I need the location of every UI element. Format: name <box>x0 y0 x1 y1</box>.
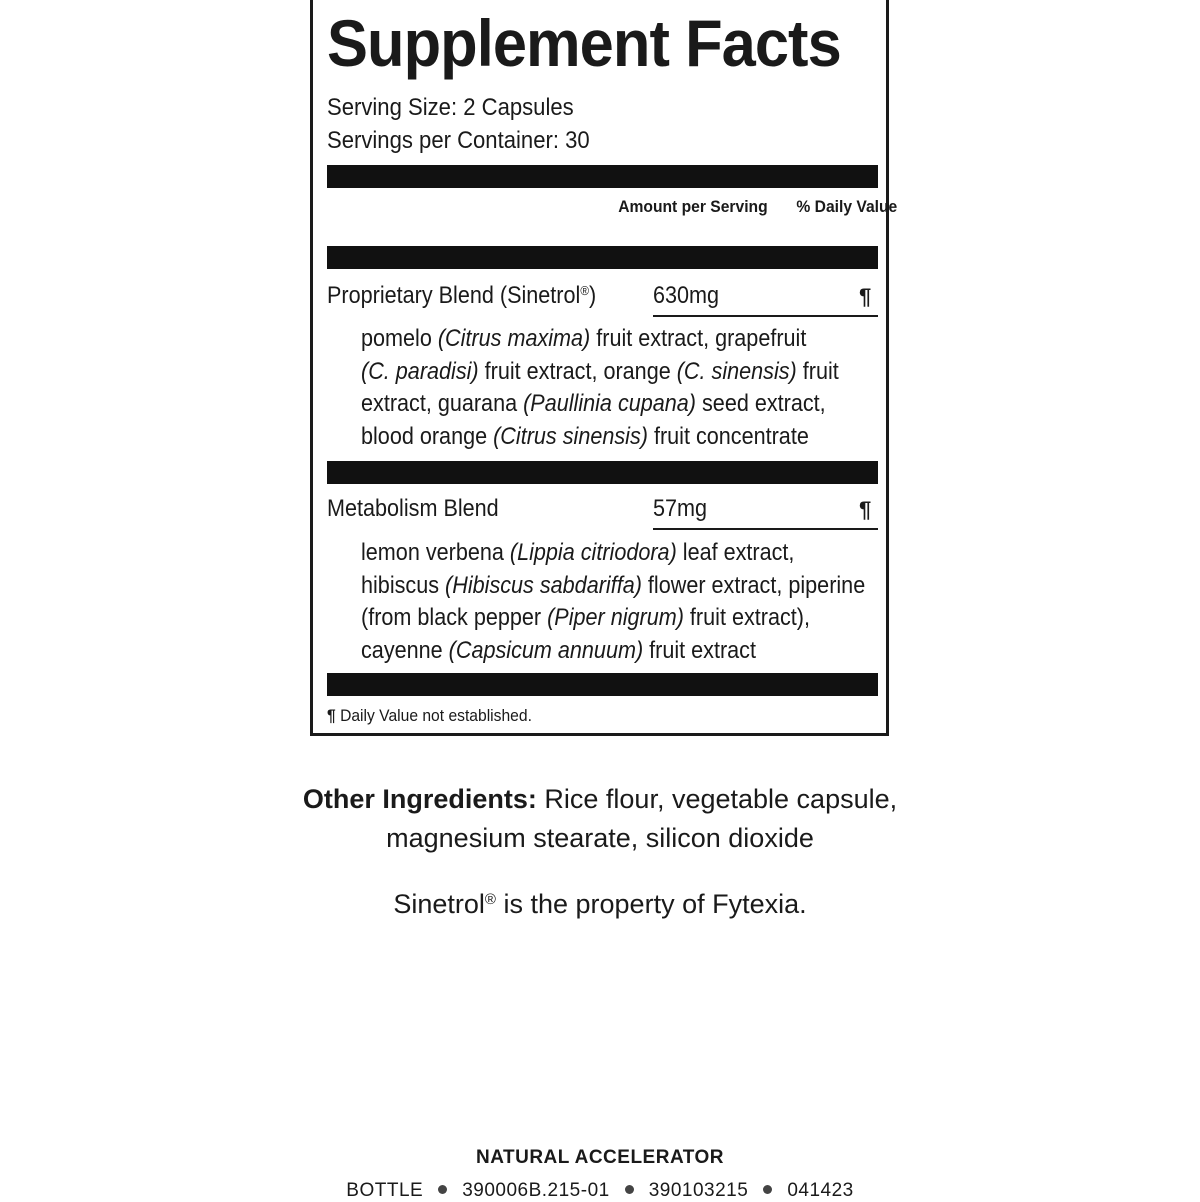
separator-dot <box>763 1185 772 1194</box>
description-line: (C. paradisi) fruit extract, orange (C. sinensis) fruit <box>361 357 839 385</box>
product-code: 390006B.215-01 <box>462 1180 610 1201</box>
panel-title: Supplement Facts <box>327 6 841 80</box>
row-amount: 630mg <box>653 282 720 309</box>
serving-size: Serving Size: 2 Capsules <box>327 94 574 121</box>
product-name: NATURAL ACCELERATOR <box>475 1147 725 1168</box>
ingredient-description <box>361 537 865 667</box>
daily-value-mark: ¶ <box>859 284 872 309</box>
other-ingredients-text: Rice flour, vegetable capsule, magnesium stearate, silicon dioxide <box>386 784 898 853</box>
product-code: 390103215 <box>648 1180 749 1201</box>
column-header-daily-value: % Daily Value <box>796 197 898 216</box>
other-ingredients <box>300 780 900 858</box>
thick-divider <box>327 246 878 269</box>
description-line: hibiscus (Hibiscus sabdariffa) flower extract, piperine <box>361 571 866 599</box>
description-line: blood orange (Citrus sinensis) fruit concentrate <box>361 422 809 450</box>
thin-divider <box>653 528 878 530</box>
description-line: (from black pepper (Piper nigrum) fruit extract), <box>361 604 810 631</box>
row-name-proprietary-blend: Proprietary Blend (Sinetrol®) <box>327 282 597 309</box>
row-amount: 57mg <box>653 495 708 522</box>
thick-divider <box>327 673 878 696</box>
description-line: pomelo (Citrus maxima) fruit extract, grapefruit <box>361 325 807 352</box>
row-name-metabolism-blend: Metabolism Blend <box>327 495 499 522</box>
description-line: lemon verbena (Lippia citriodora) leaf extract, <box>361 539 795 566</box>
product-codes <box>300 1180 900 1202</box>
separator-dot <box>438 1185 447 1194</box>
daily-value-mark: ¶ <box>859 497 872 522</box>
description-line: extract, guarana (Paullinia cupana) seed extract, <box>361 390 826 417</box>
product-code: 041423 <box>787 1180 854 1201</box>
column-header-amount: Amount per Serving <box>618 197 768 216</box>
trademark-notice: Sinetrol® is the property of Fytexia. <box>393 889 807 919</box>
ingredient-description <box>361 323 865 453</box>
thick-divider <box>327 461 878 484</box>
footnote: ¶ Daily Value not established. <box>327 706 532 725</box>
other-ingredients-heading: Other Ingredients: <box>302 784 537 814</box>
separator-dot <box>625 1185 634 1194</box>
supplement-facts-panel <box>310 0 898 736</box>
thin-divider <box>653 315 878 317</box>
servings-per-container: Servings per Container: 30 <box>327 127 590 154</box>
product-code: BOTTLE <box>346 1180 424 1201</box>
thick-divider <box>327 165 878 188</box>
description-line: cayenne (Capsicum annuum) fruit extract <box>361 636 756 664</box>
